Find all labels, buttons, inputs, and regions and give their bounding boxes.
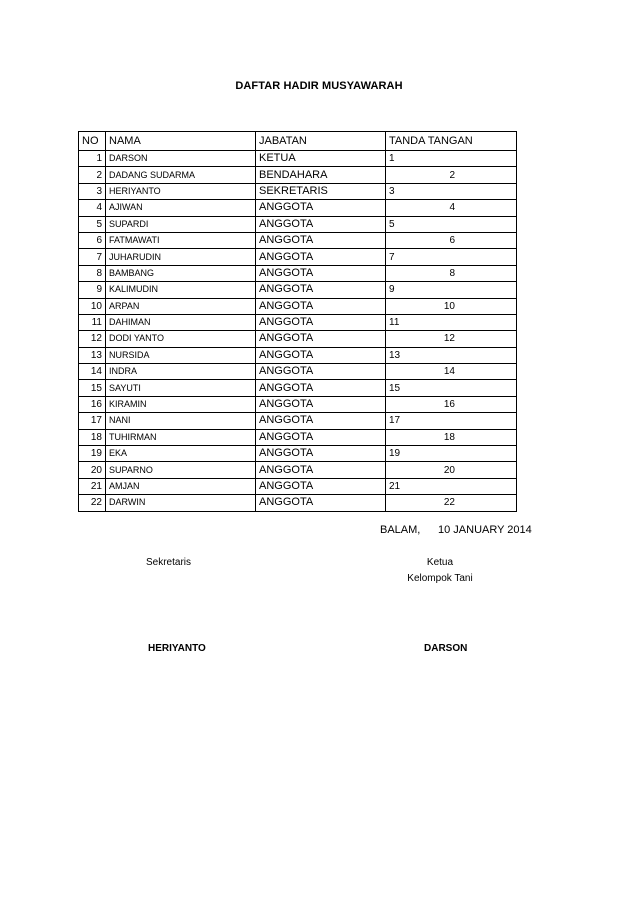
- cell-nama: DARWIN: [106, 495, 256, 511]
- place-text: BALAM,: [380, 524, 421, 536]
- cell-tanda-tangan: 6: [386, 232, 517, 248]
- cell-tanda-tangan: 9: [386, 282, 517, 298]
- cell-jabatan: SEKRETARIS: [256, 183, 386, 199]
- cell-jabatan: ANGGOTA: [256, 380, 386, 396]
- cell-nama: SAYUTI: [106, 380, 256, 396]
- cell-nama: HERIYANTO: [106, 183, 256, 199]
- cell-jabatan: ANGGOTA: [256, 331, 386, 347]
- cell-no: 10: [79, 298, 106, 314]
- cell-no: 11: [79, 314, 106, 330]
- cell-no: 5: [79, 216, 106, 232]
- cell-no: 12: [79, 331, 106, 347]
- cell-tanda-tangan: 16: [386, 396, 517, 412]
- header-tanda-tangan: TANDA TANGAN: [386, 132, 517, 151]
- cell-jabatan: ANGGOTA: [256, 232, 386, 248]
- table-row: [79, 314, 517, 330]
- cell-jabatan: BENDAHARA: [256, 167, 386, 183]
- secretary-name: HERIYANTO: [148, 643, 206, 654]
- cell-nama: DARSON: [106, 151, 256, 167]
- cell-no: 15: [79, 380, 106, 396]
- cell-nama: EKA: [106, 446, 256, 462]
- cell-no: 1: [79, 151, 106, 167]
- cell-tanda-tangan: 5: [386, 216, 517, 232]
- cell-no: 21: [79, 478, 106, 494]
- cell-nama: DAHIMAN: [106, 314, 256, 330]
- cell-jabatan: KETUA: [256, 151, 386, 167]
- cell-jabatan: ANGGOTA: [256, 495, 386, 511]
- cell-tanda-tangan: 12: [386, 331, 517, 347]
- table-row: [79, 282, 517, 298]
- table-row: [79, 331, 517, 347]
- cell-nama: NANI: [106, 413, 256, 429]
- table-row: [79, 232, 517, 248]
- table-row: [79, 413, 517, 429]
- cell-no: 6: [79, 232, 106, 248]
- cell-tanda-tangan: 2: [386, 167, 517, 183]
- table-row: [79, 495, 517, 511]
- cell-nama: INDRA: [106, 364, 256, 380]
- cell-jabatan: ANGGOTA: [256, 265, 386, 281]
- chairman-name: DARSON: [424, 643, 468, 654]
- attendance-table: [78, 131, 517, 512]
- cell-no: 17: [79, 413, 106, 429]
- cell-nama: AMJAN: [106, 478, 256, 494]
- cell-tanda-tangan: 8: [386, 265, 517, 281]
- cell-jabatan: ANGGOTA: [256, 282, 386, 298]
- cell-jabatan: ANGGOTA: [256, 200, 386, 216]
- cell-jabatan: ANGGOTA: [256, 364, 386, 380]
- header-jabatan: JABATAN: [256, 132, 386, 151]
- cell-jabatan: ANGGOTA: [256, 249, 386, 265]
- cell-nama: SUPARNO: [106, 462, 256, 478]
- cell-no: 18: [79, 429, 106, 445]
- chairman-title: Ketua: [426, 557, 454, 568]
- table-row: [79, 478, 517, 494]
- cell-no: 22: [79, 495, 106, 511]
- cell-jabatan: ANGGOTA: [256, 446, 386, 462]
- cell-no: 3: [79, 183, 106, 199]
- cell-tanda-tangan: 15: [386, 380, 517, 396]
- cell-tanda-tangan: 21: [386, 478, 517, 494]
- cell-no: 4: [79, 200, 106, 216]
- cell-no: 9: [79, 282, 106, 298]
- cell-tanda-tangan: 18: [386, 429, 517, 445]
- table-row: [79, 249, 517, 265]
- cell-tanda-tangan: 19: [386, 446, 517, 462]
- cell-nama: KIRAMIN: [106, 396, 256, 412]
- cell-no: 2: [79, 167, 106, 183]
- cell-nama: FATMAWATI: [106, 232, 256, 248]
- table-row: [79, 380, 517, 396]
- cell-jabatan: ANGGOTA: [256, 478, 386, 494]
- cell-nama: BAMBANG: [106, 265, 256, 281]
- cell-no: 19: [79, 446, 106, 462]
- table-header-row: [79, 132, 517, 151]
- cell-tanda-tangan: 14: [386, 364, 517, 380]
- cell-jabatan: ANGGOTA: [256, 298, 386, 314]
- date-line: [380, 524, 532, 536]
- cell-nama: KALIMUDIN: [106, 282, 256, 298]
- cell-no: 20: [79, 462, 106, 478]
- chairman-subtitle: Kelompok Tani: [407, 573, 473, 584]
- cell-jabatan: ANGGOTA: [256, 216, 386, 232]
- date-text: 10 JANUARY 2014: [438, 524, 532, 536]
- cell-tanda-tangan: 13: [386, 347, 517, 363]
- cell-nama: TUHIRMAN: [106, 429, 256, 445]
- table-row: [79, 462, 517, 478]
- cell-nama: AJIWAN: [106, 200, 256, 216]
- table-row: [79, 216, 517, 232]
- cell-tanda-tangan: 7: [386, 249, 517, 265]
- cell-tanda-tangan: 1: [386, 151, 517, 167]
- table-row: [79, 265, 517, 281]
- table-row: [79, 429, 517, 445]
- cell-nama: DODI YANTO: [106, 331, 256, 347]
- cell-jabatan: ANGGOTA: [256, 314, 386, 330]
- cell-jabatan: ANGGOTA: [256, 429, 386, 445]
- cell-tanda-tangan: 17: [386, 413, 517, 429]
- cell-no: 8: [79, 265, 106, 281]
- table-row: [79, 151, 517, 167]
- cell-nama: ARPAN: [106, 298, 256, 314]
- table-row: [79, 347, 517, 363]
- table-row: [79, 167, 517, 183]
- cell-jabatan: ANGGOTA: [256, 413, 386, 429]
- cell-jabatan: ANGGOTA: [256, 462, 386, 478]
- table-row: [79, 364, 517, 380]
- cell-no: 16: [79, 396, 106, 412]
- header-no: NO: [79, 132, 106, 151]
- table-row: [79, 183, 517, 199]
- cell-tanda-tangan: 20: [386, 462, 517, 478]
- table-row: [79, 396, 517, 412]
- cell-jabatan: ANGGOTA: [256, 347, 386, 363]
- cell-nama: SUPARDI: [106, 216, 256, 232]
- cell-no: 13: [79, 347, 106, 363]
- cell-tanda-tangan: 3: [386, 183, 517, 199]
- cell-nama: DADANG SUDARMA: [106, 167, 256, 183]
- table-row: [79, 446, 517, 462]
- cell-no: 7: [79, 249, 106, 265]
- cell-tanda-tangan: 22: [386, 495, 517, 511]
- cell-jabatan: ANGGOTA: [256, 396, 386, 412]
- cell-tanda-tangan: 11: [386, 314, 517, 330]
- cell-tanda-tangan: 10: [386, 298, 517, 314]
- cell-nama: NURSIDA: [106, 347, 256, 363]
- table-row: [79, 200, 517, 216]
- table-row: [79, 298, 517, 314]
- cell-tanda-tangan: 4: [386, 200, 517, 216]
- document-title: DAFTAR HADIR MUSYAWARAH: [235, 80, 403, 92]
- cell-nama: JUHARUDIN: [106, 249, 256, 265]
- header-nama: NAMA: [106, 132, 256, 151]
- cell-no: 14: [79, 364, 106, 380]
- secretary-title: Sekretaris: [146, 557, 192, 568]
